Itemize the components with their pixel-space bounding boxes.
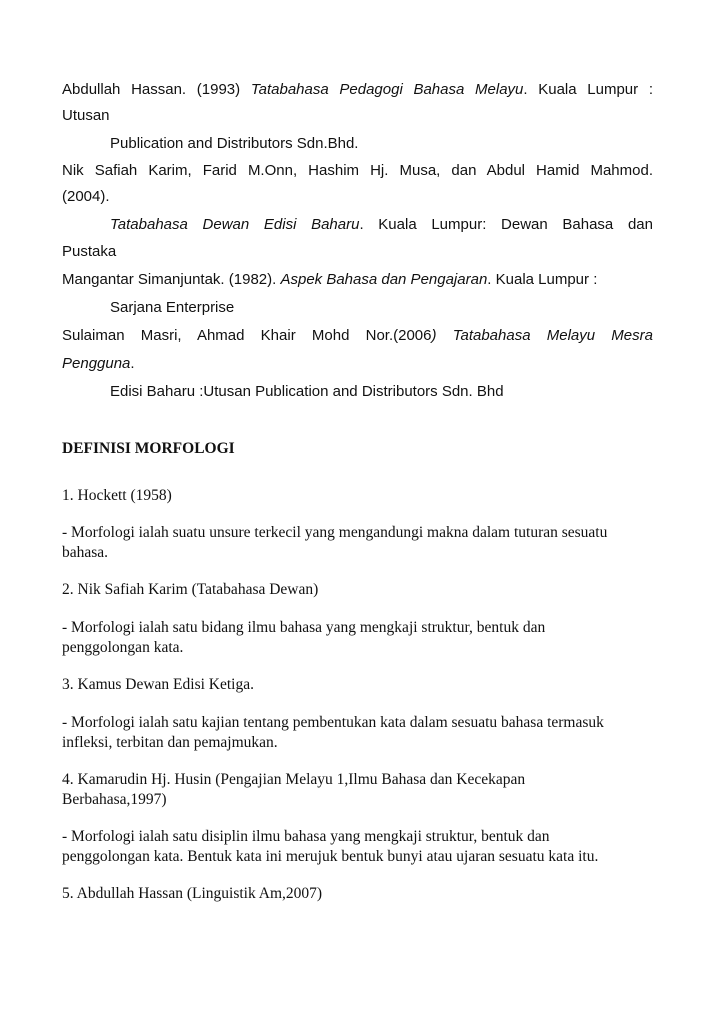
definition-4-source-line-1: 4. Kamarudin Hj. Husin (Pengajian Melayu 1,Ilmu Bahasa dan Kecekapan (62, 771, 526, 788)
reference-3-author: Mangantar Simanjuntak. (1982). (62, 271, 277, 288)
reference-3-line-1 (62, 270, 653, 290)
reference-2-line-3 (110, 215, 653, 235)
definition-4-source-line-2: Berbahasa,1997) (62, 791, 167, 808)
reference-3-line-2: Sarjana Enterprise (110, 299, 235, 316)
reference-2-title: Tatabahasa Dewan Edisi Baharu (110, 216, 360, 233)
definition-1-line-1: - Morfologi ialah suatu unsure terkecil yang mengandungi makna dalam tuturan sesuatu (62, 524, 608, 541)
definition-3-source: 3. Kamus Dewan Edisi Ketiga. (62, 676, 254, 693)
reference-4-dot: . (130, 355, 135, 372)
reference-1-line-1 (62, 80, 653, 100)
definition-5-source: 5. Abdullah Hassan (Linguistik Am,2007) (62, 885, 323, 902)
definition-4-line-1: - Morfologi ialah satu disiplin ilmu bahasa yang mengkaji struktur, bentuk dan (62, 828, 550, 845)
reference-3-place: . Kuala Lumpur : (487, 271, 598, 288)
reference-4-title-2: Pengguna (62, 355, 131, 372)
reference-4-title: ) Tatabahasa Melayu Mesra (431, 327, 653, 344)
definition-2-line-2: penggolongan kata. (62, 639, 184, 656)
definition-3-line-1: - Morfologi ialah satu kajian tentang pembentukan kata dalam sesuatu bahasa termasuk (62, 714, 604, 731)
definition-1-line-2: bahasa. (62, 544, 109, 561)
reference-2-rest: . Kuala Lumpur: Dewan Bahasa dan (359, 216, 653, 233)
reference-4-author: Sulaiman Masri, Ahmad Khair Mohd Nor.(2006 (62, 327, 432, 344)
reference-1-title: Tatabahasa Pedagogi Bahasa Melayu (250, 81, 524, 98)
reference-2-line-4: Pustaka (62, 243, 117, 260)
section-heading: DEFINISI MORFOLOGI (62, 440, 235, 457)
reference-1-place: . Kuala Lumpur : (523, 81, 653, 98)
definition-2-source: 2. Nik Safiah Karim (Tatabahasa Dewan) (62, 581, 319, 598)
reference-1-line-2: Utusan (62, 107, 110, 124)
reference-3-title: Aspek Bahasa dan Pengajaran (280, 271, 488, 288)
definition-2-line-1: - Morfologi ialah satu bidang ilmu bahasa yang mengkaji struktur, bentuk dan (62, 619, 546, 636)
reference-4-line-1 (62, 326, 653, 346)
definition-1-source: 1. Hockett (1958) (62, 487, 172, 504)
reference-1-author: Abdullah Hassan. (1993) (62, 81, 241, 98)
reference-2-line-2: (2004). (62, 188, 110, 205)
definition-4-line-2: penggolongan kata. Bentuk kata ini merujuk bentuk bunyi atau ujaran sesuatu kata itu. (62, 848, 599, 865)
definition-3-line-2: infleksi, terbitan dan pemajmukan. (62, 734, 278, 751)
reference-4-line-3: Edisi Baharu :Utusan Publication and Distributors Sdn. Bhd (110, 383, 504, 400)
reference-4-line-2 (62, 354, 653, 374)
reference-1-line-3: Publication and Distributors Sdn.Bhd. (110, 135, 359, 152)
reference-2-line-1: Nik Safiah Karim, Farid M.Onn, Hashim Hj. Musa, dan Abdul Hamid Mahmod. (62, 162, 653, 179)
